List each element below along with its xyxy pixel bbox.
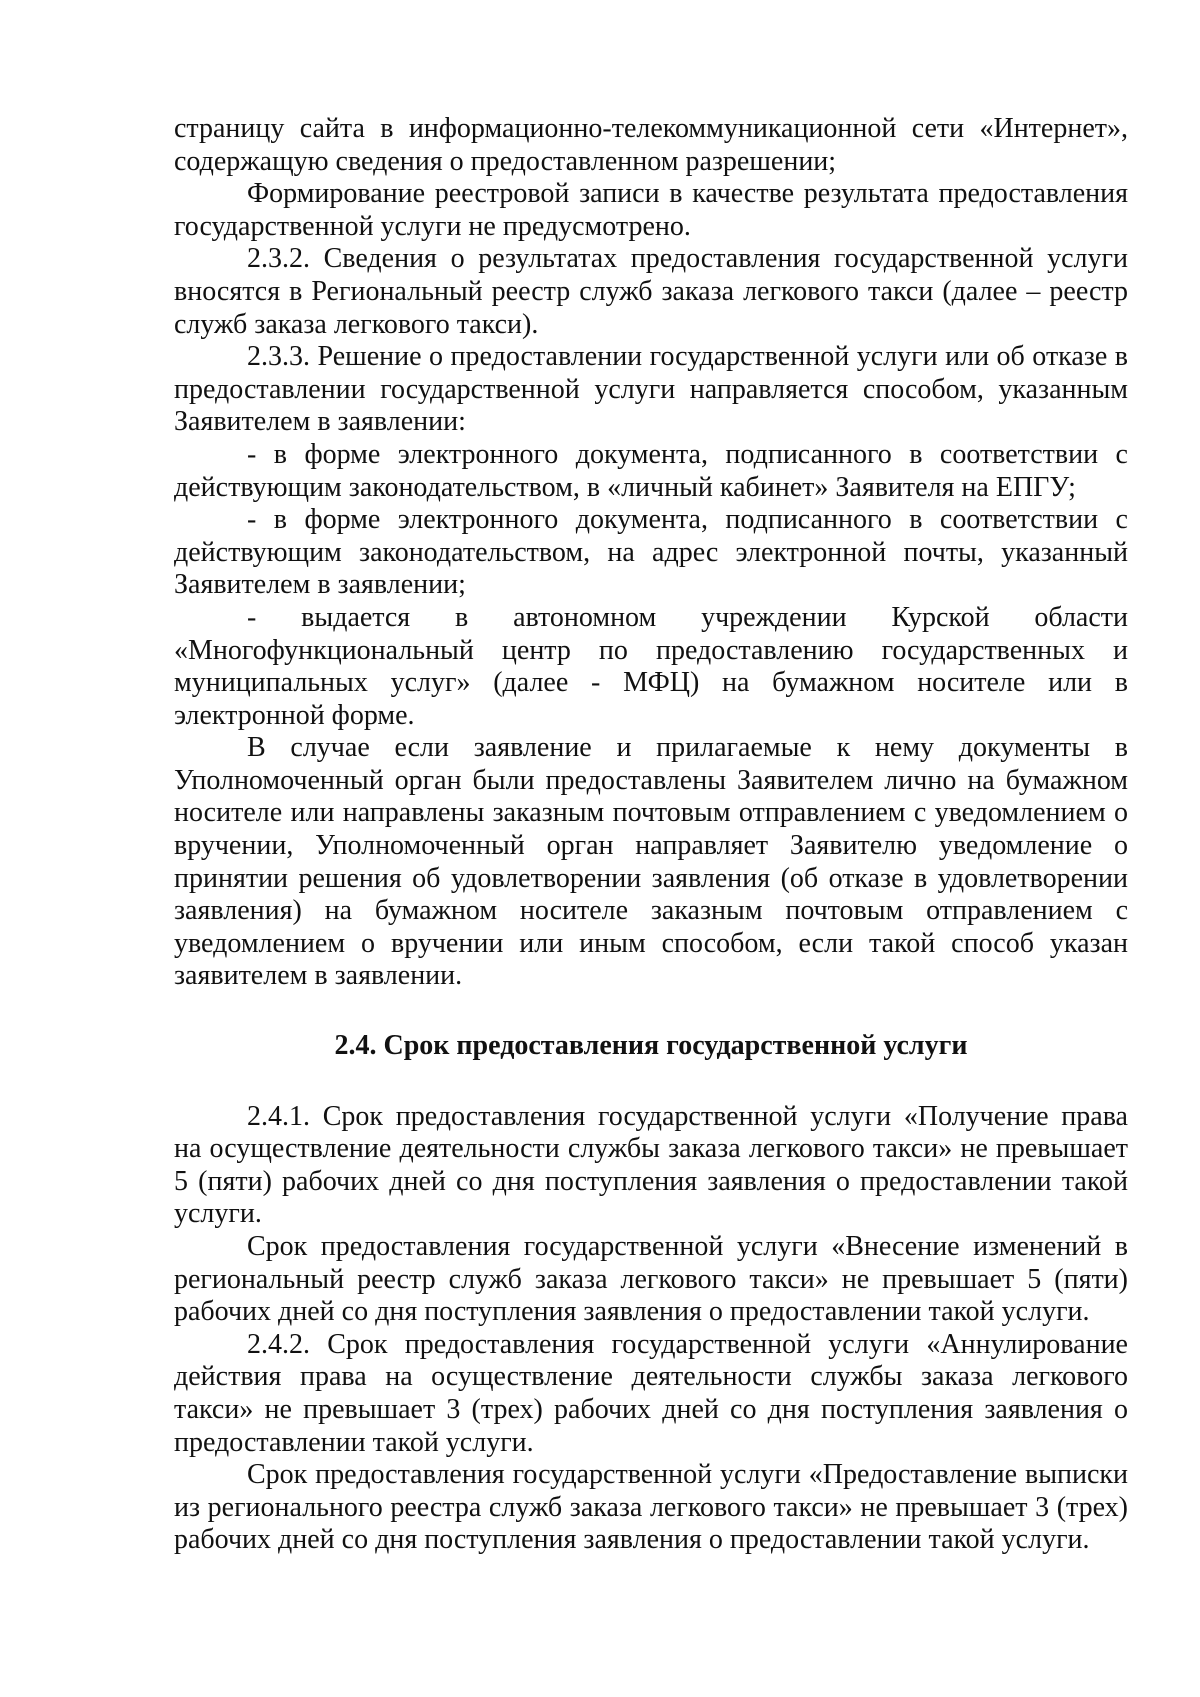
list-item-epgu: - в форме электронного документа, подписанного в соответствии с действующим законодательством, в «личный кабинет» Заявителя на ЕПГУ; — [174, 438, 1128, 503]
paragraph-registry-record: Формирование реестровой записи в качестве результата предоставления государственной услуги не предусмотрено. — [174, 178, 1128, 242]
paragraph-site-page: страницу сайта в информационно-телекоммуникационной сети «Интернет», содержащую сведения о предоставленном разрешении; — [174, 113, 1128, 177]
paragraph-2-4-2: 2.4.2. Срок предоставления государственной услуги «Аннулирование действия права на осуществление деятельности службы заказа легкового такси» не превышает 3 (трех) рабочих дней со дня поступления заявления о предоставлении такой услуги. — [174, 1328, 1128, 1458]
paragraph-extract-term: Срок предоставления государственной услуги «Предоставление выписки из регионального реестра служб заказа легкового такси» не превышает 3 (трех) рабочих дней со дня поступления заявления о предоставлении такой услуги. — [174, 1459, 1128, 1556]
paragraph-2-4-1: 2.4.1. Срок предоставления государственной услуги «Получение права на осуществление деятельности службы заказа легкового такси» не превышает 5 (пяти) рабочих дней со дня поступления заявления о предоставлении такой услуги. — [174, 1100, 1128, 1230]
paragraph-2-3-3: 2.3.3. Решение о предоставлении государственной услуги или об отказе в предоставлении государственной услуги направляется способом, указанным Заявителем в заявлении: — [174, 341, 1128, 438]
paragraph-2-3-2: 2.3.2. Сведения о результатах предоставления государственной услуги вносятся в Региональный реестр служб заказа легкового такси (далее – реестр служб заказа легкового такси). — [174, 243, 1128, 340]
list-item-email: - в форме электронного документа, подписанного в соответствии с действующим законодательством, на адрес электронной почты, указанный Заявителем в заявлении; — [174, 504, 1128, 601]
paragraph-paper-notification: В случае если заявление и прилагаемые к нему документы в Уполномоченный орган были предоставлены Заявителем лично на бумажном носителе или направлены заказным почтовым отправлением с уведомлением о вручении, Уполномоченный орган направляет Заявителю уведомление о принятии решения об удовлетворении заявления (об отказе в удовлетворении заявления) на бумажном носителе заказным почтовым отправлением с уведомлением о вручении или иным способом, если такой способ указан заявителем в заявлении. — [174, 732, 1128, 992]
document-page — [174, 113, 1128, 1557]
list-item-mfc: - выдается в автономном учреждении Курской области «Многофункциональный центр по предоставлению государственных и муниципальных услуг» (далее - МФЦ) на бумажном носителе или в электронной форме. — [174, 601, 1128, 731]
paragraph-registry-changes-term: Срок предоставления государственной услуги «Внесение изменений в региональный реестр служб заказа легкового такси» не превышает 5 (пяти) рабочих дней со дня поступления заявления о предоставлении такой услуги. — [174, 1231, 1128, 1328]
section-heading-2-4: 2.4. Срок предоставления государственной услуги — [334, 1030, 968, 1062]
